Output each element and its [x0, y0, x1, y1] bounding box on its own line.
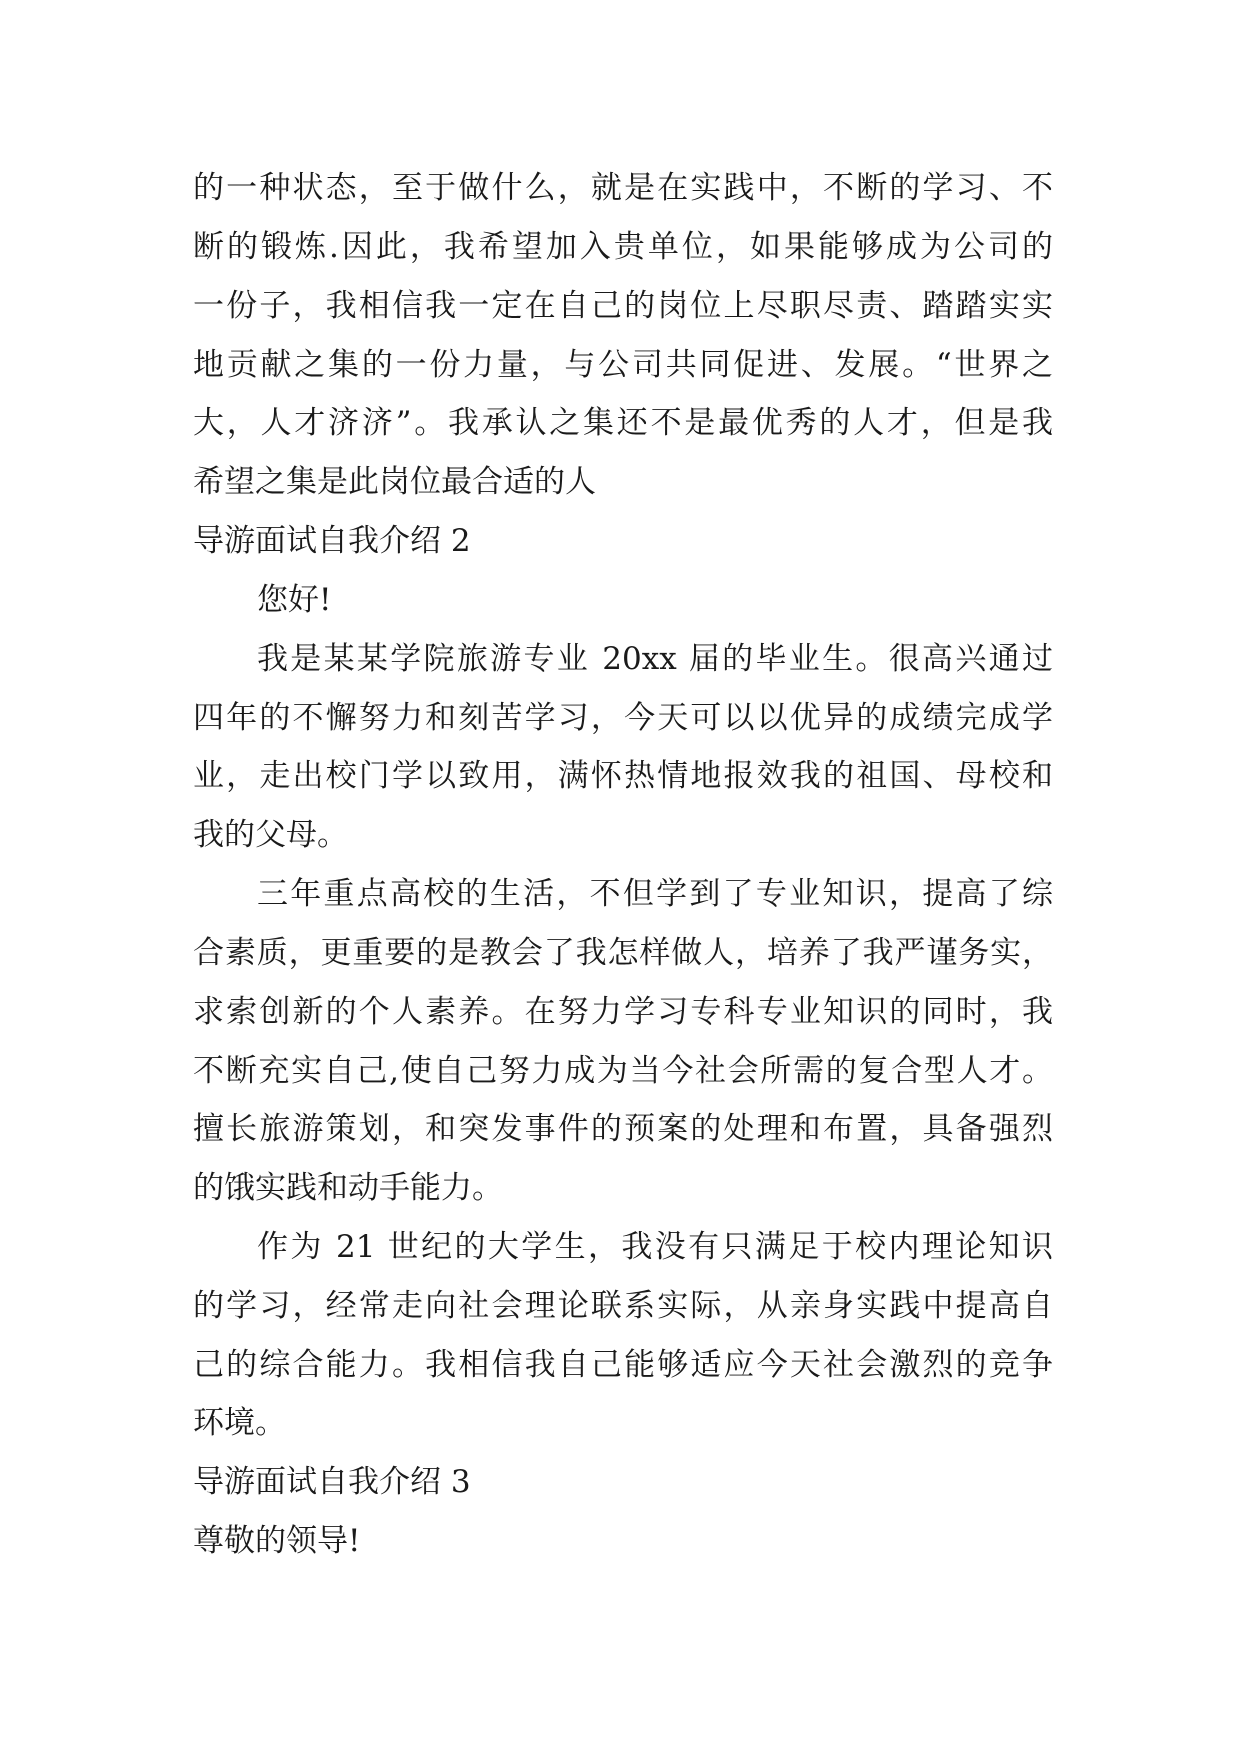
paragraph-line: 的饿实践和动手能力。: [193, 1170, 503, 1206]
paragraph-line: 四年的不懈努力和刻苦学习，今天可以以优异的成绩完成学: [193, 700, 1053, 736]
paragraph-line: 合素质，更重要的是教会了我怎样做人，培养了我严谨务实，: [193, 935, 1053, 971]
section-heading: 导游面试自我介绍 3: [193, 1464, 471, 1500]
paragraph-line: 环境。: [193, 1405, 286, 1441]
section-heading: 导游面试自我介绍 2: [193, 523, 471, 559]
greeting-line: 您好!: [257, 582, 332, 618]
paragraph-line: 三年重点高校的生活，不但学到了专业知识，提高了综: [257, 876, 1053, 912]
paragraph-line: 一份子，我相信我一定在自己的岗位上尽职尽责、踏踏实实: [193, 288, 1053, 324]
paragraph-line: 不断充实自己,使自己努力成为当今社会所需的复合型人才。: [193, 1053, 1053, 1089]
paragraph-line: 作为 21 世纪的大学生，我没有只满足于校内理论知识: [257, 1229, 1053, 1265]
greeting-line: 尊敬的领导!: [193, 1523, 361, 1559]
paragraph-line: 的一种状态，至于做什么，就是在实践中，不断的学习、不: [193, 170, 1053, 206]
paragraph-line: 大，人才济济”。我承认之集还不是最优秀的人才，但是我: [193, 405, 1053, 441]
paragraph-line: 我的父母。: [193, 817, 348, 853]
paragraph-line: 的学习，经常走向社会理论联系实际，从亲身实践中提高自: [193, 1288, 1053, 1324]
paragraph-line: 己的综合能力。我相信我自己能够适应今天社会激烈的竞争: [193, 1347, 1053, 1383]
paragraph-line: 希望之集是此岗位最合适的人: [193, 464, 596, 500]
paragraph-line: 我是某某学院旅游专业 20xx 届的毕业生。很高兴通过: [257, 641, 1053, 677]
paragraph-line: 求索创新的个人素养。在努力学习专科专业知识的同时，我: [193, 994, 1053, 1030]
paragraph-line: 擅长旅游策划，和突发事件的预案的处理和布置，具备强烈: [193, 1111, 1053, 1147]
paragraph-line: 断的锻炼.因此，我希望加入贵单位，如果能够成为公司的: [193, 229, 1053, 265]
paragraph-line: 业，走出校门学以致用，满怀热情地报效我的祖国、母校和: [193, 758, 1053, 794]
paragraph-line: 地贡献之集的一份力量，与公司共同促进、发展。“世界之: [193, 347, 1053, 383]
